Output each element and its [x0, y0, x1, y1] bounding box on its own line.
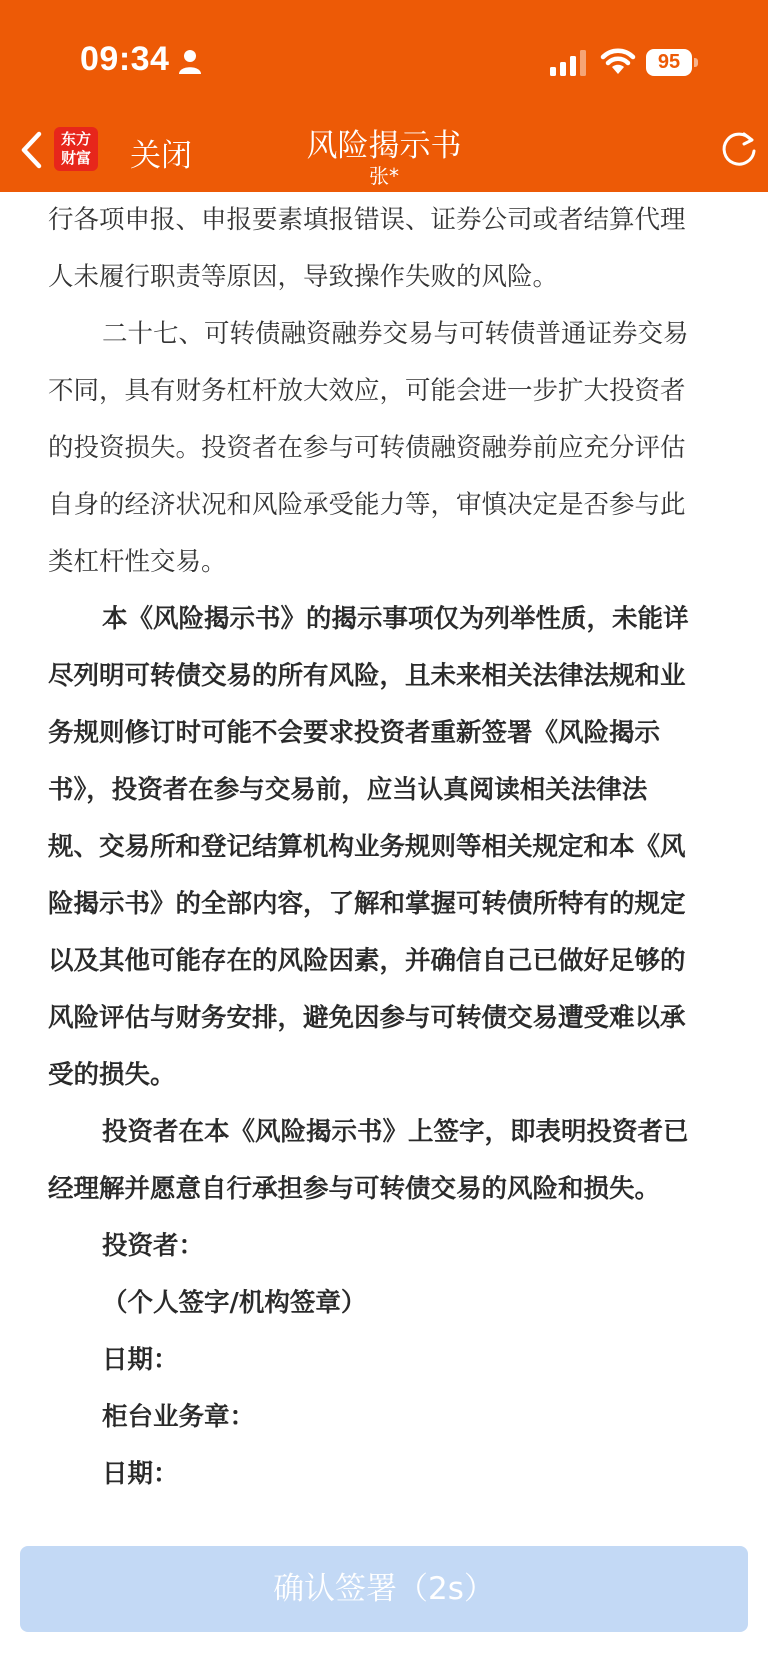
app-header: [0, 0, 768, 192]
para3-line: 风险评估与财务安排，避免因参与可转债交易遭受难以承: [48, 1003, 686, 1033]
para2-line: 不同，具有财务杠杆放大效应，可能会进一步扩大投资者: [48, 376, 686, 406]
battery-tip: [694, 58, 698, 67]
sign-note: （个人签字/机构签章）: [102, 1288, 367, 1318]
status-bar: [0, 0, 768, 110]
disclosure-content: [48, 192, 724, 1503]
investor-label: 投资者：: [102, 1231, 205, 1261]
status-time: 09:34: [80, 40, 170, 78]
para3-line: 尽列明可转债交易的所有风险，且未来相关法律法规和业: [48, 661, 686, 691]
para3-line: 书》，投资者在参与交易前，应当认真阅读相关法律法: [48, 775, 648, 805]
para3-line: 险揭示书》的全部内容，了解和掌握可转债所特有的规定: [48, 889, 686, 919]
para3-line: 本《风险揭示书》的揭示事项仅为列举性质，未能详: [102, 604, 689, 634]
back-icon[interactable]: [18, 130, 44, 170]
counter-seal-label: 柜台业务章：: [102, 1402, 256, 1432]
wifi-icon: [600, 47, 636, 75]
logo-line-2: 财富: [60, 149, 91, 167]
para4-line: 经理解并愿意自行承担参与可转债交易的风险和损失。: [48, 1174, 661, 1204]
page-title: 风险揭示书: [306, 128, 462, 164]
nav-bar: [0, 110, 768, 192]
para2-line: 自身的经济状况和风险承受能力等，审慎决定是否参与此: [48, 490, 686, 520]
para1-line: 行各项申报、申报要素填报错误、证券公司或者结算代理: [48, 205, 686, 235]
refresh-icon[interactable]: [718, 130, 760, 172]
para1-line: 人未履行职责等原因，导致操作失败的风险。: [48, 262, 559, 292]
para4-line: 投资者在本《风险揭示书》上签字，即表明投资者已: [102, 1117, 689, 1147]
para3-line: 规、交易所和登记结算机构业务规则等相关规定和本《风: [48, 832, 686, 862]
signal-icon: [550, 50, 588, 76]
brand-logo: [54, 127, 98, 171]
para3-line: 务规则修订时可能不会要求投资者重新签署《风险揭示: [48, 718, 661, 748]
date-label: 日期：: [102, 1345, 179, 1375]
para2-line: 类杠杆性交易。: [48, 547, 227, 577]
para2-line: 的投资损失。投资者在参与可转债融资融券前应充分评估: [48, 433, 686, 463]
para3-line: 受的损失。: [48, 1060, 176, 1090]
page-subtitle: 张*: [369, 164, 399, 188]
confirm-sign-button[interactable]: 确认签署（2s）: [20, 1546, 748, 1632]
person-icon: [178, 49, 202, 75]
battery-icon: [646, 49, 698, 76]
logo-line-1: 东方: [60, 130, 91, 148]
para3-line: 以及其他可能存在的风险因素，并确信自己已做好足够的: [48, 946, 686, 976]
date-label: 日期：: [102, 1459, 179, 1489]
para2-line: 二十七、可转债融资融券交易与可转债普通证券交易: [102, 319, 689, 349]
close-button[interactable]: 关闭: [130, 138, 192, 174]
battery-level: 95: [646, 49, 692, 76]
